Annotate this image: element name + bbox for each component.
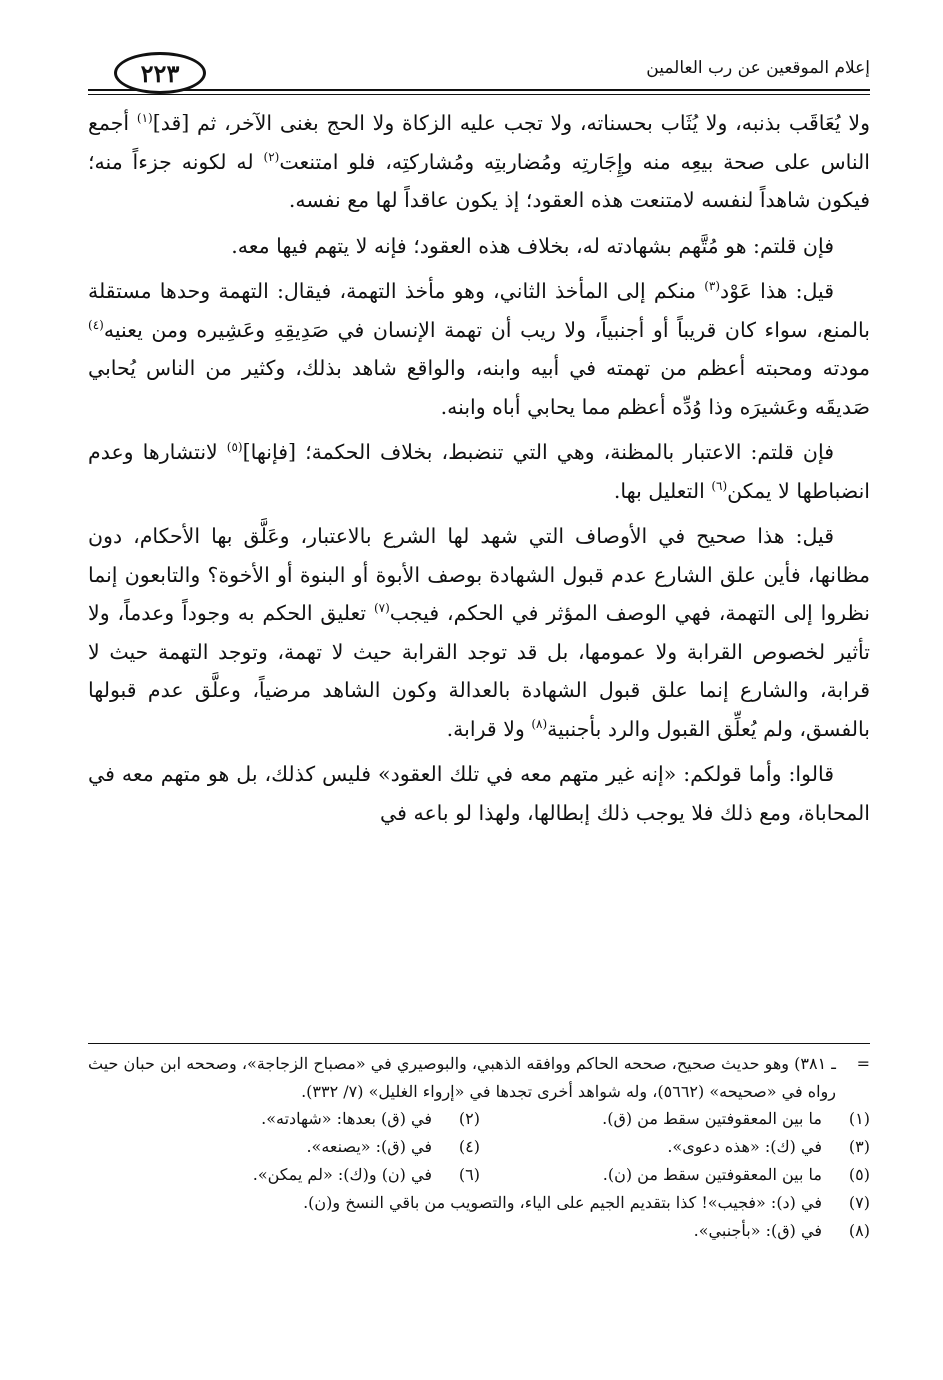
text-run: له لكونه جزءاً منه؛ فيكون شاهداً لنفسه لامتنعت هذه العقود؛ إذ يكون عاقداً لها مع نفسه. <box>88 149 870 212</box>
text-run: أجمع الناس على صحة بيعِه منه وإِجَارتِه ومُضاربتِه ومُشاركتِه، فلو امتنعت <box>88 111 870 174</box>
text-run: ولا يُعَاقَب بذنبه، ولا يُثَاب بحسناته، ولا تجب عليه الزكاة ولا الحج بغنى الآخر، ثم [قد] <box>152 111 870 135</box>
main-text <box>88 104 870 839</box>
footnote <box>90 1161 480 1189</box>
footnote-number: (٣) <box>848 1137 870 1156</box>
paragraph <box>88 517 870 748</box>
footnote-number: (٨) <box>848 1221 870 1240</box>
footnote-text: في (ق): «بأجنبي». <box>693 1221 822 1240</box>
footnote-text: في (ق) بعدها: «شهادته». <box>261 1109 432 1128</box>
text-run: مودته ومحبته أعظم من تهمته في أبيه وابنه، والواقع شاهد بذلك، وكثير من الناس يُحابي صَديقَه وعَشيرَه وذا وُدِّه أعظم مما يحابي أباه وابنه. <box>88 356 870 419</box>
footnote-number: (٥) <box>848 1165 870 1184</box>
footnote-marker: (٦) <box>711 478 728 493</box>
footnote-number: (٧) <box>848 1193 870 1212</box>
footnote-marker: (٢) <box>263 149 280 164</box>
footnote-marker: (٤) <box>88 317 104 332</box>
footnote-number: (٤) <box>458 1137 480 1156</box>
footnote-marker: (٧) <box>373 601 390 616</box>
text-run: فإن قلتم: الاعتبار بالمظنة، وهي التي تنضبط، بخلاف الحكمة؛ [فإنها] <box>242 440 834 464</box>
footnote <box>480 1161 870 1189</box>
footnote-text: في (ق): «يصنعه». <box>306 1137 432 1156</box>
paragraph <box>88 272 870 426</box>
paragraph <box>88 227 870 266</box>
footnote-marker: (٥) <box>226 440 243 455</box>
continuation-mark: = <box>856 1054 870 1073</box>
footnote-row <box>88 1105 870 1133</box>
text-run: قيل: هذا صحيح في الأوصاف التي شهد لها الشرع بالاعتبار، وعَلَّق بها الأحكام، دون مظانها، فأين علق الشارع عدم قبول الشهادة بوصف الأبوة أو البنوة أو الأخوة؟ والتابعون إنما نظروا إلى التهمة، فهي الوصف المؤثر في الحكم، فيجب <box>88 524 870 625</box>
footnote-text: ما بين المعقوفتين سقط من (ق). <box>602 1109 822 1128</box>
footnote-marker: (١) <box>136 111 153 126</box>
text-run: قالوا: وأما قولكم: «إنه غير متهم معه في تلك العقود» فليس كذلك، بل هو متهم معه في المحاباة، ومع ذلك فلا يوجب ذلك إبطالها، ولهذا لو باعه في <box>88 762 870 825</box>
continuation-text: ـ ٣٨١) وهو حديث صحيح، صححه الحاكم ووافقه الذهبي، والبوصيري في «مصباح الزجاجة»، وصححه ابن حبان حيث رواه في «صحيحه» (٥٦٦٢)، وله شواهد أخرى تجدها في «إرواء الغليل» (٧/ ٣٣٢). <box>88 1054 836 1101</box>
footnote-text: ما بين المعقوفتين سقط من (ن). <box>602 1165 822 1184</box>
footnote-continuation <box>88 1050 870 1105</box>
footnote <box>480 1133 870 1161</box>
page-number: ٢٢٣ <box>114 52 206 94</box>
text-run: تعليق الحكم به وجوداً وعدماً، ولا تأثير لخصوص القرابة ولا عمومها، بل قد توجد القرابة حيث لا تهمة، وتوجد التهمة حيث لا قرابة، والشارع إنما علق قبول الشهادة بالعدالة وكون الشاهد مرضياً، وعلَّق عدم قبولها بالفسق، ولم يُعلِّق القبول والرد بأجنبية <box>88 601 870 741</box>
footnote <box>88 1217 870 1245</box>
paragraph <box>88 104 870 220</box>
footnote <box>480 1105 870 1133</box>
footnote-row <box>88 1133 870 1161</box>
footnote-row <box>88 1161 870 1189</box>
footnote-number: (٢) <box>458 1109 480 1128</box>
paragraph <box>88 755 870 832</box>
text-run: قيل: هذا عَوْد <box>720 279 835 303</box>
footnote-number: (١) <box>848 1109 870 1128</box>
footnote-text: في (ن) و(ك): «لم يمكن». <box>252 1165 432 1184</box>
header-rule-thin <box>88 94 870 95</box>
text-run: التعليل بها. <box>613 478 712 503</box>
text-run: لانتشارها وعدم انضباطها لا يمكن <box>88 440 870 503</box>
footnote-text: في (د): «فجيب»! كذا بتقديم الجيم على الياء، والتصويب من باقي النسخ و(ن). <box>303 1193 822 1212</box>
text-run: فإن قلتم: هو مُتَّهم بشهادته له، بخلاف هذه العقود؛ فإنه لا يتهم فيها معه. <box>231 233 834 258</box>
page-header <box>88 44 870 100</box>
text-run: منكم إلى المأخذ الثاني، وهو مأخذ التهمة، فيقال: التهمة وحدها مستقلة بالمنع، سواء كان قريباً أو أجنبياً، ولا ريب أن تهمة الإنسان في صَدِيقِهِ وعَشِيره ومن يعنيه <box>88 279 870 342</box>
footnotes <box>88 1050 870 1245</box>
footnote-marker: (٨) <box>531 716 548 731</box>
footnote <box>90 1105 480 1133</box>
footnote-marker: (٣) <box>704 279 721 294</box>
running-title: إعلام الموقعين عن رب العالمين <box>646 58 870 78</box>
footnote <box>88 1189 870 1217</box>
paragraph <box>88 433 870 510</box>
footnote-text: في (ك): «هذه دعوى». <box>667 1137 822 1156</box>
footnote <box>90 1133 480 1161</box>
header-rule-thick <box>88 89 870 91</box>
text-run: ولا قرابة. <box>446 716 532 741</box>
footnote-separator <box>88 1043 870 1044</box>
footnote-number: (٦) <box>458 1165 480 1184</box>
